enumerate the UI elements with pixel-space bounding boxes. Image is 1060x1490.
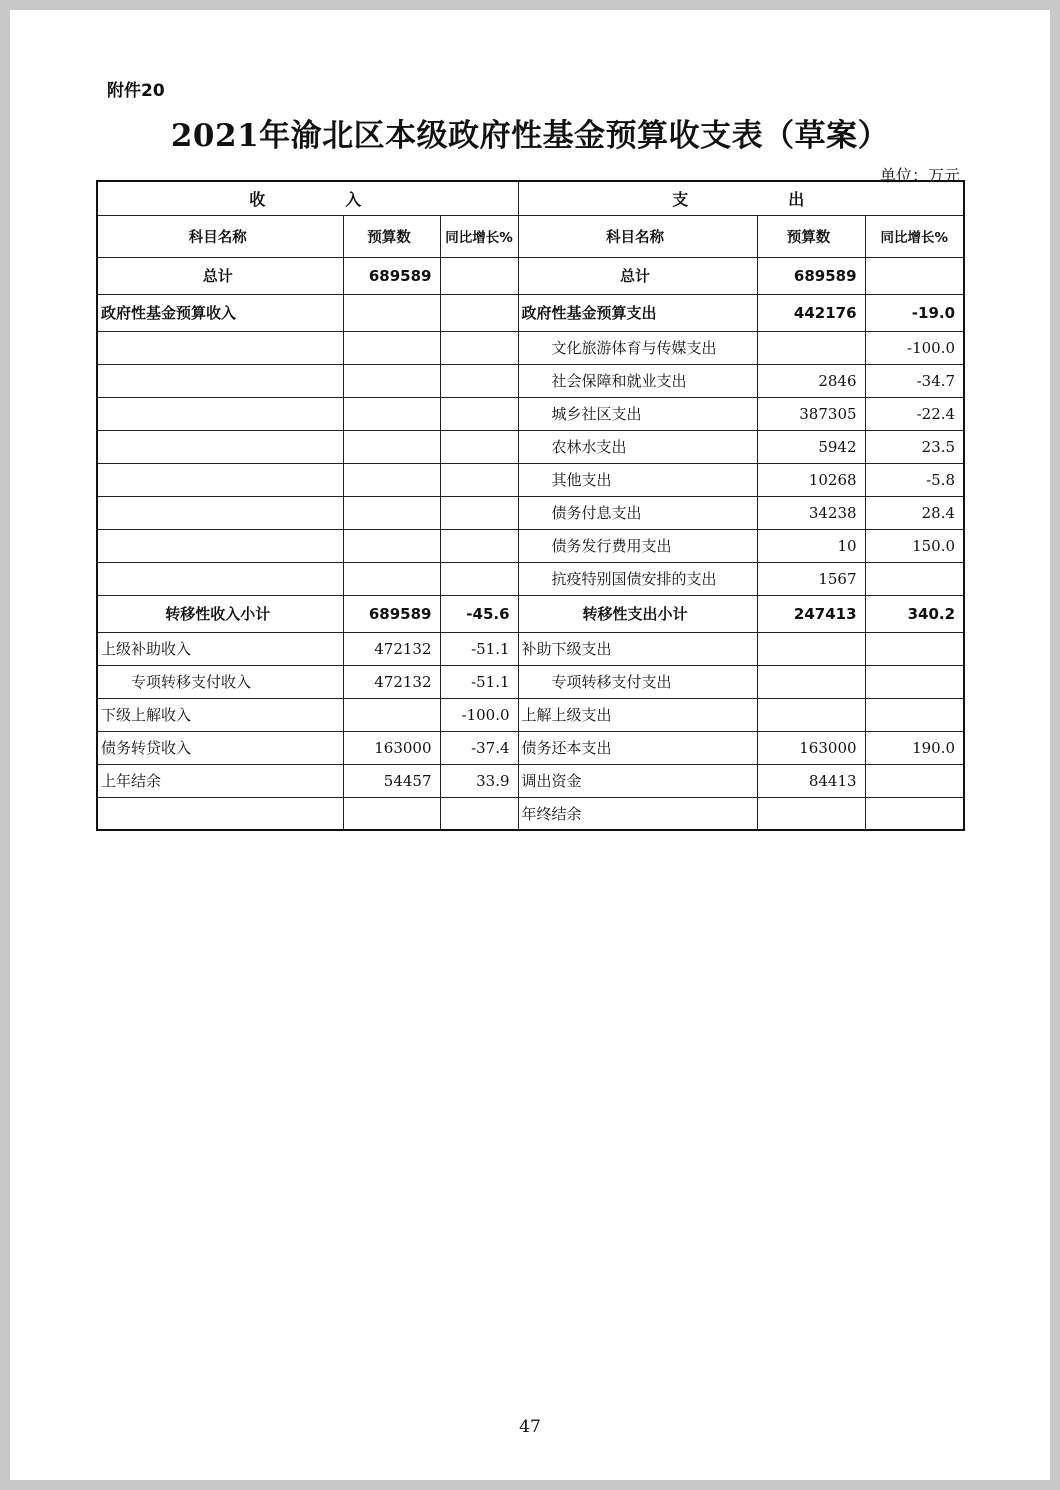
- income-growth: [440, 797, 518, 830]
- income-item-name: [97, 397, 343, 430]
- income-item-name: [97, 331, 343, 364]
- income-item-name: [97, 797, 343, 830]
- income-budget: [343, 463, 440, 496]
- income-growth: [440, 294, 518, 331]
- income-growth: [440, 364, 518, 397]
- page-number: 47: [519, 1417, 541, 1437]
- income-budget: [343, 529, 440, 562]
- expense-growth: [865, 665, 964, 698]
- expense-budget: 387305: [757, 397, 865, 430]
- expense-growth: -19.0: [865, 294, 964, 331]
- expense-budget: [757, 698, 865, 731]
- expense-budget: 34238: [757, 496, 865, 529]
- expense-item-name: 年终结余: [518, 797, 757, 830]
- document-page: [10, 10, 1050, 1480]
- expense-item-name: 上解上级支出: [518, 698, 757, 731]
- expense-growth: 28.4: [865, 496, 964, 529]
- col-expense-budget: 预算数: [757, 215, 865, 257]
- table-row: [97, 496, 964, 529]
- income-growth: [440, 397, 518, 430]
- table-row: [97, 257, 964, 294]
- income-growth: -51.1: [440, 665, 518, 698]
- table-row: [97, 331, 964, 364]
- income-section-header: [97, 181, 518, 215]
- income-budget: [343, 294, 440, 331]
- table-row: [97, 595, 964, 632]
- expense-item-name: 调出资金: [518, 764, 757, 797]
- income-growth: [440, 562, 518, 595]
- income-item-name: [97, 529, 343, 562]
- income-item-name: [97, 430, 343, 463]
- column-header-row: [97, 215, 964, 257]
- income-budget: 163000: [343, 731, 440, 764]
- attachment-label: 附件20: [107, 81, 165, 101]
- page-title: 2021年渝北区本级政府性基金预算收支表（草案）: [170, 118, 890, 154]
- expense-growth: [865, 632, 964, 665]
- expense-growth: [865, 562, 964, 595]
- expense-item-name: 总计: [518, 257, 757, 294]
- expense-growth: [865, 797, 964, 830]
- table-row: [97, 463, 964, 496]
- income-growth: 33.9: [440, 764, 518, 797]
- expense-budget: [757, 797, 865, 830]
- income-budget: 472132: [343, 632, 440, 665]
- expense-growth: [865, 764, 964, 797]
- expense-growth: 23.5: [865, 430, 964, 463]
- income-budget: [343, 496, 440, 529]
- table-row: [97, 665, 964, 698]
- col-income-growth: 同比增长%: [440, 215, 518, 257]
- expense-budget: 10268: [757, 463, 865, 496]
- income-budget: 472132: [343, 665, 440, 698]
- income-item-name: [97, 496, 343, 529]
- expense-budget: 1567: [757, 562, 865, 595]
- expense-growth: 150.0: [865, 529, 964, 562]
- income-budget: [343, 331, 440, 364]
- income-budget: 689589: [343, 595, 440, 632]
- section-header-row: [97, 181, 964, 215]
- expense-growth: [865, 698, 964, 731]
- income-item-name: 转移性收入小计: [97, 595, 343, 632]
- income-growth: [440, 463, 518, 496]
- table-row: [97, 797, 964, 830]
- table-row: [97, 430, 964, 463]
- expense-budget: [757, 632, 865, 665]
- income-growth: -45.6: [440, 595, 518, 632]
- income-header-char-2: 入: [345, 189, 362, 209]
- expense-item-name: 补助下级支出: [518, 632, 757, 665]
- income-growth: -37.4: [440, 731, 518, 764]
- income-item-name: 专项转移支付收入: [97, 665, 343, 698]
- table-row: [97, 731, 964, 764]
- expense-budget: 442176: [757, 294, 865, 331]
- table-row: [97, 698, 964, 731]
- expense-growth: 340.2: [865, 595, 964, 632]
- income-growth: [440, 496, 518, 529]
- income-budget: [343, 397, 440, 430]
- expense-item-name: 专项转移支付支出: [518, 665, 757, 698]
- expense-growth: -34.7: [865, 364, 964, 397]
- expense-budget: 5942: [757, 430, 865, 463]
- expense-growth: -22.4: [865, 397, 964, 430]
- expense-item-name: 政府性基金预算支出: [518, 294, 757, 331]
- income-growth: [440, 529, 518, 562]
- expense-item-name: 社会保障和就业支出: [518, 364, 757, 397]
- table-row: [97, 364, 964, 397]
- income-item-name: [97, 562, 343, 595]
- table-row: [97, 397, 964, 430]
- income-item-name: 债务转贷收入: [97, 731, 343, 764]
- income-growth: [440, 257, 518, 294]
- col-income-budget: 预算数: [343, 215, 440, 257]
- income-item-name: 上年结余: [97, 764, 343, 797]
- income-growth: [440, 430, 518, 463]
- expense-growth: 190.0: [865, 731, 964, 764]
- expense-growth: -100.0: [865, 331, 964, 364]
- expense-budget: 84413: [757, 764, 865, 797]
- expense-budget: 163000: [757, 731, 865, 764]
- expense-budget: [757, 331, 865, 364]
- table-row: [97, 529, 964, 562]
- col-expense-item: 科目名称: [518, 215, 757, 257]
- income-item-name: 下级上解收入: [97, 698, 343, 731]
- expense-item-name: 文化旅游体育与传媒支出: [518, 331, 757, 364]
- income-item-name: 上级补助收入: [97, 632, 343, 665]
- expense-item-name: 债务付息支出: [518, 496, 757, 529]
- expense-item-name: 城乡社区支出: [518, 397, 757, 430]
- table-row: [97, 632, 964, 665]
- income-budget: [343, 698, 440, 731]
- col-expense-growth: 同比增长%: [865, 215, 964, 257]
- expense-item-name: 债务发行费用支出: [518, 529, 757, 562]
- income-item-name: 总计: [97, 257, 343, 294]
- expense-growth: -5.8: [865, 463, 964, 496]
- expense-budget: 2846: [757, 364, 865, 397]
- expense-budget: 689589: [757, 257, 865, 294]
- expense-item-name: 债务还本支出: [518, 731, 757, 764]
- expense-item-name: 其他支出: [518, 463, 757, 496]
- table-row: [97, 294, 964, 331]
- expense-header-char-1: 支: [672, 189, 689, 209]
- income-growth: -51.1: [440, 632, 518, 665]
- table-row: [97, 764, 964, 797]
- income-header-char-1: 收: [249, 189, 266, 209]
- income-growth: [440, 331, 518, 364]
- income-item-name: 政府性基金预算收入: [97, 294, 343, 331]
- table-row: [97, 562, 964, 595]
- income-item-name: [97, 463, 343, 496]
- unit-label: 单位：万元: [879, 166, 960, 185]
- expense-budget: 10: [757, 529, 865, 562]
- income-budget: [343, 562, 440, 595]
- expense-item-name: 农林水支出: [518, 430, 757, 463]
- income-growth: -100.0: [440, 698, 518, 731]
- expense-item-name: 转移性支出小计: [518, 595, 757, 632]
- expense-item-name: 抗疫特别国债安排的支出: [518, 562, 757, 595]
- expense-growth: [865, 257, 964, 294]
- expense-section-header: [518, 181, 964, 215]
- expense-budget: [757, 665, 865, 698]
- income-budget: [343, 430, 440, 463]
- expense-budget: 247413: [757, 595, 865, 632]
- expense-header-char-2: 出: [788, 189, 805, 209]
- income-item-name: [97, 364, 343, 397]
- income-budget: [343, 364, 440, 397]
- budget-table: [96, 180, 965, 831]
- income-budget: 689589: [343, 257, 440, 294]
- income-budget: 54457: [343, 764, 440, 797]
- income-budget: [343, 797, 440, 830]
- col-income-item: 科目名称: [97, 215, 343, 257]
